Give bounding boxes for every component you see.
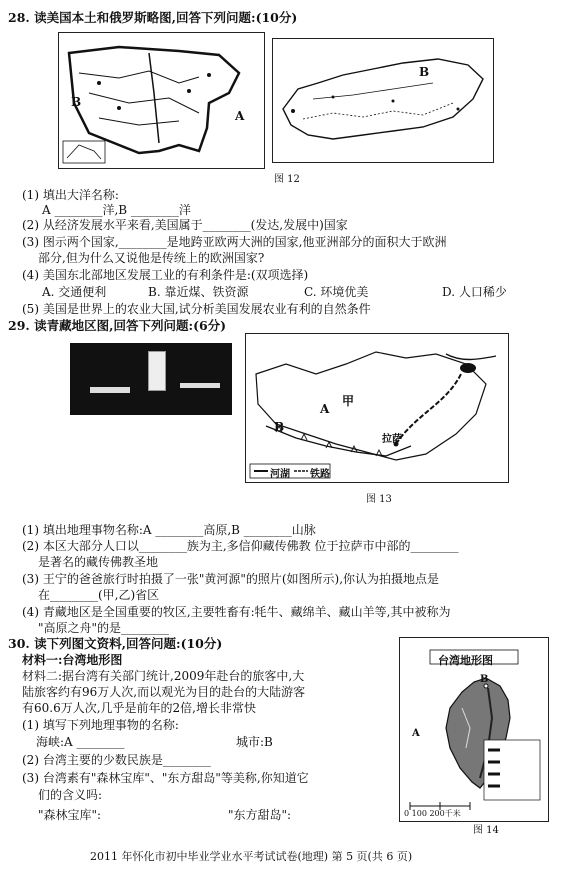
q30-line-1: (1) 填写下列地理事物的名称: xyxy=(22,718,179,732)
taiwan-map-label-a: A xyxy=(412,728,420,739)
us-map-label-b: B xyxy=(71,95,82,109)
q30-title: 30. 读下列图文资料,回答问题:(10分) xyxy=(8,636,223,651)
q30-line-6: 们的含义吗: xyxy=(38,788,103,802)
taiwan-map-drawing xyxy=(400,638,548,821)
us-map-drawing xyxy=(59,33,264,168)
us-map xyxy=(58,32,265,169)
q30-line-2: 海峡:A ________ xyxy=(36,735,125,749)
q28-figure-caption: 图 12 xyxy=(274,174,300,185)
q30-line-5: (3) 台湾素有"森林宝库"、"东方甜岛"等美称,你知道它 xyxy=(22,771,309,785)
q30-line-4: (2) 台湾主要的少数民族是________ xyxy=(22,753,211,767)
q29-line-5: 在________(甲,乙)省区 xyxy=(38,588,160,602)
q29-line-6: (4) 青藏地区是全国重要的牧区,主要牲畜有:牦牛、藏绵羊、藏山羊等,其中被称为 xyxy=(22,605,451,619)
q29-title: 29. 读青藏地区图,回答下列问题:(6分) xyxy=(8,318,227,333)
q29-line-1: (1) 填出地理事物名称:A ________高原,B ________山脉 xyxy=(22,523,316,537)
q30-material-1: 材料一:台湾地形图 xyxy=(22,653,123,667)
q29-line-7: "高原之舟"的是________ xyxy=(38,621,170,635)
q28-option-a: A. 交通便利 xyxy=(42,285,107,299)
russia-map-label-b: B xyxy=(419,65,430,79)
legend-river: 河湖 xyxy=(270,469,290,480)
yellow-river-source-photo xyxy=(70,343,232,415)
tibet-map-label-a: A xyxy=(320,402,330,416)
q30-line-7: "森林宝库": xyxy=(38,808,102,822)
q28-line-1: (1) 填出大洋名称: xyxy=(22,188,119,202)
taiwan-map-label-b: B xyxy=(480,674,489,685)
q29-figure-caption: 图 13 xyxy=(366,494,392,505)
russia-map-drawing xyxy=(273,39,493,162)
photo-snow-1 xyxy=(90,387,130,393)
q30-material-2-line-1: 材料二:据台湾有关部门统计,2009年赴台的旅客中,大 xyxy=(22,669,305,683)
q28-line-4: (3) 图示两个国家,________是地跨亚欧两大洲的国家,他亚洲部分的面积大于欧洲 xyxy=(22,235,447,249)
q28-title: 28. 读美国本土和俄罗斯略图,回答下列问题:(10分) xyxy=(8,10,298,25)
russia-map xyxy=(272,38,494,163)
q28-line-7: (5) 美国是世界上的农业大国,试分析美国发展农业有利的自然条件 xyxy=(22,302,371,316)
tibet-map-label-lhasa: 拉萨 xyxy=(382,434,402,445)
q30-material-2-line-3: 有60.6万人次,几乎是前年的2倍,增长非常快 xyxy=(22,701,256,715)
q28-line-5: 部分,但为什么又说他是传统上的欧洲国家? xyxy=(38,251,265,265)
photo-snow-2 xyxy=(180,383,220,388)
q29-line-3: 是著名的藏传佛教圣地 xyxy=(38,555,159,569)
q30-material-2-line-2: 陆旅客约有96万人次,而以观光为目的赴台的大陆游客 xyxy=(22,685,306,699)
q30-line-3: 城市:B xyxy=(236,735,273,749)
qinghai-tibet-map-drawing xyxy=(246,334,508,482)
page-footer: 2011 年怀化市初中毕业学业水平考试试卷(地理) 第 5 页(共 6 页) xyxy=(90,850,413,863)
q29-line-2: (2) 本区大部分人口以________族为主,多信仰藏传佛教 位于拉萨市中部的________ xyxy=(22,539,459,553)
tibet-map-label-jia: 甲 xyxy=(342,394,355,408)
q28-option-d: D. 人口稀少 xyxy=(442,285,507,299)
q28-option-c: C. 环境优美 xyxy=(304,285,369,299)
us-map-label-a: A xyxy=(235,109,245,123)
taiwan-map xyxy=(399,637,549,822)
legend-rail: 铁路 xyxy=(310,469,330,480)
q28-line-6: (4) 美国东北部地区发展工业的有利条件是:(双项选择) xyxy=(22,268,309,282)
taiwan-map-scale: 0 100 200千米 xyxy=(404,809,461,818)
q30-figure-caption: 图 14 xyxy=(473,825,499,836)
q29-line-4: (3) 王宁的爸爸旅行时拍摄了一张"黄河源"的照片(如图所示),你认为拍摄地点是 xyxy=(22,572,440,586)
q28-line-2: A ________洋,B ________洋 xyxy=(42,203,191,217)
qinghai-tibet-map xyxy=(245,333,509,483)
tibet-map-label-b: B xyxy=(274,420,285,434)
q30-line-8: "东方甜岛": xyxy=(228,808,292,822)
stone-marker xyxy=(148,351,166,391)
q28-line-3: (2) 从经济发展水平来看,美国属于________(发达,发展中)国家 xyxy=(22,218,348,232)
taiwan-map-title: 台湾地形图 xyxy=(438,654,493,667)
q28-option-b: B. 靠近煤、铁资源 xyxy=(148,285,249,299)
